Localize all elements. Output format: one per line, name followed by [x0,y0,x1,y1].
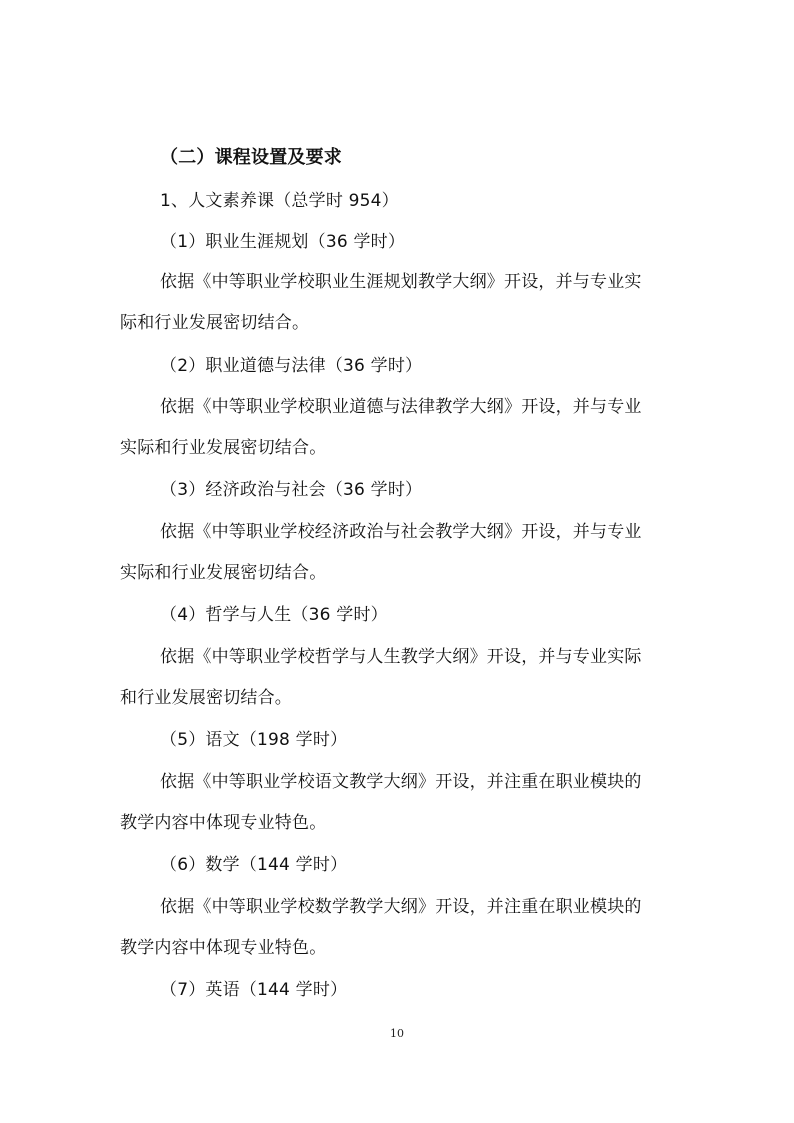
section-heading: （二）课程设置及要求 [160,147,342,168]
course-title: （3）经济政治与社会（36 学时） [160,480,423,500]
course-description-line: 教学内容中体现专业特色。 [120,938,327,958]
course-title: （1）职业生涯规划（36 学时） [160,232,406,252]
course-description-line: 依据《中等职业学校职业生涯规划教学大纲》开设，并与专业实 [160,272,642,292]
course-description-line: 依据《中等职业学校数学教学大纲》开设，并注重在职业模块的 [160,897,642,917]
course-description-line: 依据《中等职业学校语文教学大纲》开设，并注重在职业模块的 [160,772,642,792]
course-description-line: 依据《中等职业学校经济政治与社会教学大纲》开设，并与专业 [160,522,642,542]
course-description-line: 教学内容中体现专业特色。 [120,813,327,833]
course-description-line: 依据《中等职业学校职业道德与法律教学大纲》开设，并与专业 [160,397,642,417]
course-title: （5）语文（198 学时） [160,730,348,750]
course-description-line: 依据《中等职业学校哲学与人生教学大纲》开设，并与专业实际 [160,647,642,667]
course-title: （7）英语（144 学时） [160,980,348,1000]
course-title: （6）数学（144 学时） [160,855,348,875]
course-description-line: 实际和行业发展密切结合。 [120,438,327,458]
course-title: （4）哲学与人生（36 学时） [160,605,388,625]
page-number: 10 [390,1027,404,1040]
course-title: （2）职业道德与法律（36 学时） [160,356,423,376]
course-description-line: 和行业发展密切结合。 [120,688,292,708]
category-heading: 1、人文素养课（总学时 954） [160,191,399,211]
course-description-line: 际和行业发展密切结合。 [120,313,310,333]
course-description-line: 实际和行业发展密切结合。 [120,563,327,583]
